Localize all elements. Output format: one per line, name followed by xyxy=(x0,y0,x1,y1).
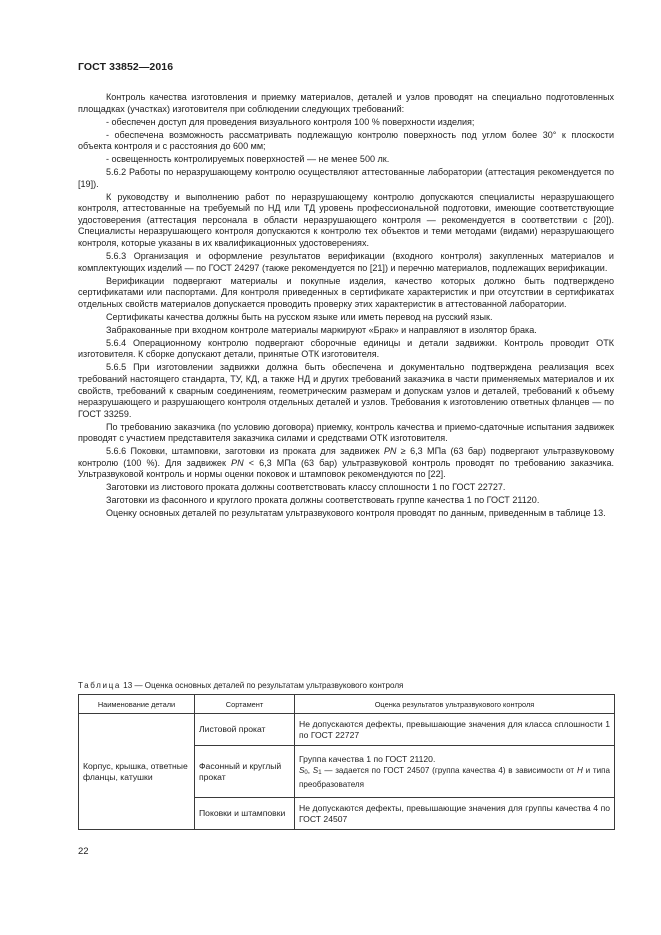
result-cell xyxy=(295,746,615,798)
text-run: ≥ 6,3 МПа (63 бар) подвергают ультразвуковому контролю (100 %). Для задвижек xyxy=(78,446,615,468)
result-cell: Не допускаются дефекты, превышающие значения для класса сплошности 1 по ГОСТ 22727 xyxy=(295,714,615,746)
table-header-row xyxy=(79,695,615,714)
paragraph: 5.6.2 Работы по неразрушающему контролю осуществляют аттестованные лаборатории (аттестация рекомендуется по [19]). xyxy=(78,167,614,189)
paragraph: Заготовки из листового проката должны соответствовать классу сплошности 1 по ГОСТ 22727. xyxy=(106,482,506,493)
pn-symbol: PN xyxy=(231,457,244,468)
column-header: Сортамент xyxy=(195,695,295,714)
text-run: — задается по ГОСТ 24507 (группа качества 4) в зависимости от xyxy=(321,765,577,775)
paragraph: Верификации подвергают материалы и покупные изделия, качество которых должно быть подтверждено сертификатами или паспортами. Для контроля приведенных в сертификате характеристик и при отсутствии в сертификатах отдельных свойств материалов допускается проводить проверку этих характеристик в аттестованной лаборатории. xyxy=(78,275,614,309)
document-header: ГОСТ 33852—2016 xyxy=(78,61,174,73)
paragraph: 5.6.3 Организация и оформление результатов верификации (входного контроля) закупленных материалов и комплектующих изделий — по ГОСТ 24297 (также рекомендуется по [21]) и перечню материалов, подлежащих верификации. xyxy=(78,251,614,273)
subscript: 1 xyxy=(318,769,322,776)
paragraph: Забракованные при входном контроле материалы маркируют «Брак» и направляют в изолятор брака. xyxy=(106,324,537,335)
s-symbol: S xyxy=(312,765,319,775)
paragraph: Оценку основных деталей по результатам ультразвукового контроля проводят по данным, приведенным в таблице 13. xyxy=(106,508,606,519)
paragraph: 5.6.5 При изготовлении задвижки должна быть обеспечена и документально подтверждена реализация всех требований настоящего стандарта, ТУ, КД, а также НД и других требований заказчика в части применяемых материалов и их свойств, требований к сварным соединениям, геометрическим размерам и допускам узлов и деталей, требований к объему неразрушающего и разрушающего контроля отдельных деталей и узлов. Требования к изготовлению ответных фланцев — по ГОСТ 33259. xyxy=(78,362,614,419)
list-item: - обеспечена возможность рассматривать подлежащую контролю поверхность под углом более 30° к плоскости объекта контроля и с расстояния до 600 мм; xyxy=(78,129,614,152)
table-row xyxy=(79,714,615,746)
text-run: и типа преобразователя xyxy=(299,765,610,789)
list-item: - освещенность контролируемых поверхностей — не менее 500 лк. xyxy=(106,154,390,165)
result-line xyxy=(299,765,610,790)
sortament-cell: Фасонный и круглый прокат xyxy=(195,746,295,798)
page-number: 22 xyxy=(78,846,89,857)
pn-symbol: PN xyxy=(383,446,397,457)
s-symbol: S xyxy=(299,765,305,775)
column-header: Наименование детали xyxy=(79,695,195,714)
column-header: Оценка результатов ультразвукового контроля xyxy=(295,695,615,714)
paragraph: Контроль качества изготовления и приемку материалов, деталей и узлов проводят на специально подготовленных площадках (участках) изготовителя при соблюдении следующих требований: xyxy=(78,92,614,114)
text-run: < 6,3 МПа (63 бар) ультразвуковой контроль проводят по требованию заказчика. Ультразвуковой контроль и нормы оценки поковок и штамповок рекомендуются по [22]. xyxy=(78,457,614,480)
paragraph: К руководству и выполнению работ по неразрушающему контролю допускаются специалисты неразрушающего контроля, аттестованные на требуемый по НД или ТД уровень профессиональной подготовки, имеющие соответствующие удостоверения (аттестация персонала в области неразрушающего контроля — рекомендуется в соответствии с [20]). Специалисты неразрушающего контроля допускаются к контролю тех объектов и теми методами (видами) неразрушающего контроля, которые указаны в их квалификационных удостоверениях. xyxy=(78,191,614,249)
result-cell: Не допускаются дефекты, превышающие значения для группы качества 4 по ГОСТ 24507 xyxy=(295,798,615,830)
sortament-cell: Листовой прокат xyxy=(195,714,295,746)
list-item: - обеспечен доступ для проведения визуального контроля 100 % поверхности изделия; xyxy=(106,116,475,127)
table-caption xyxy=(78,681,614,691)
paragraph: 5.6.4 Операционному контролю подвергают сборочные единицы и детали задвижки. Контроль проводит ОТК изготовителя. К сборке допускают детали, принятые ОТК изготовителя. xyxy=(78,337,614,360)
text-run: 5.6.6 Поковки, штамповки, заготовки из проката для задвижек xyxy=(106,446,384,457)
paragraph: По требованию заказчика (по условию договора) приемку, контроль качества и приемо-сдаточные испытания задвижек проводят с участием представителя заказчика силами и средствами ОТК изготовителя. xyxy=(78,421,614,444)
paragraph: Сертификаты качества должны быть на русском языке или иметь перевод на русский язык. xyxy=(106,311,493,322)
sortament-cell: Поковки и штамповки xyxy=(195,798,295,830)
table-caption-label: Таблица xyxy=(78,681,121,690)
table-caption-text: 13 — Оценка основных деталей по результатам ультразвукового контроля xyxy=(120,681,404,690)
paragraph xyxy=(78,446,614,481)
document-body xyxy=(78,92,614,521)
text-run: , xyxy=(307,765,313,775)
result-line: Группа качества 1 по ГОСТ 21120. xyxy=(299,753,436,764)
detail-name-cell: Корпус, крышка, ответные фланцы, катушки xyxy=(79,714,195,830)
subscript: 0 xyxy=(304,769,308,776)
h-symbol: H xyxy=(576,765,583,775)
paragraph: Заготовки из фасонного и круглого проката должны соответствовать группе качества 1 по ГОСТ 21120. xyxy=(106,495,540,506)
table-13 xyxy=(78,694,615,830)
